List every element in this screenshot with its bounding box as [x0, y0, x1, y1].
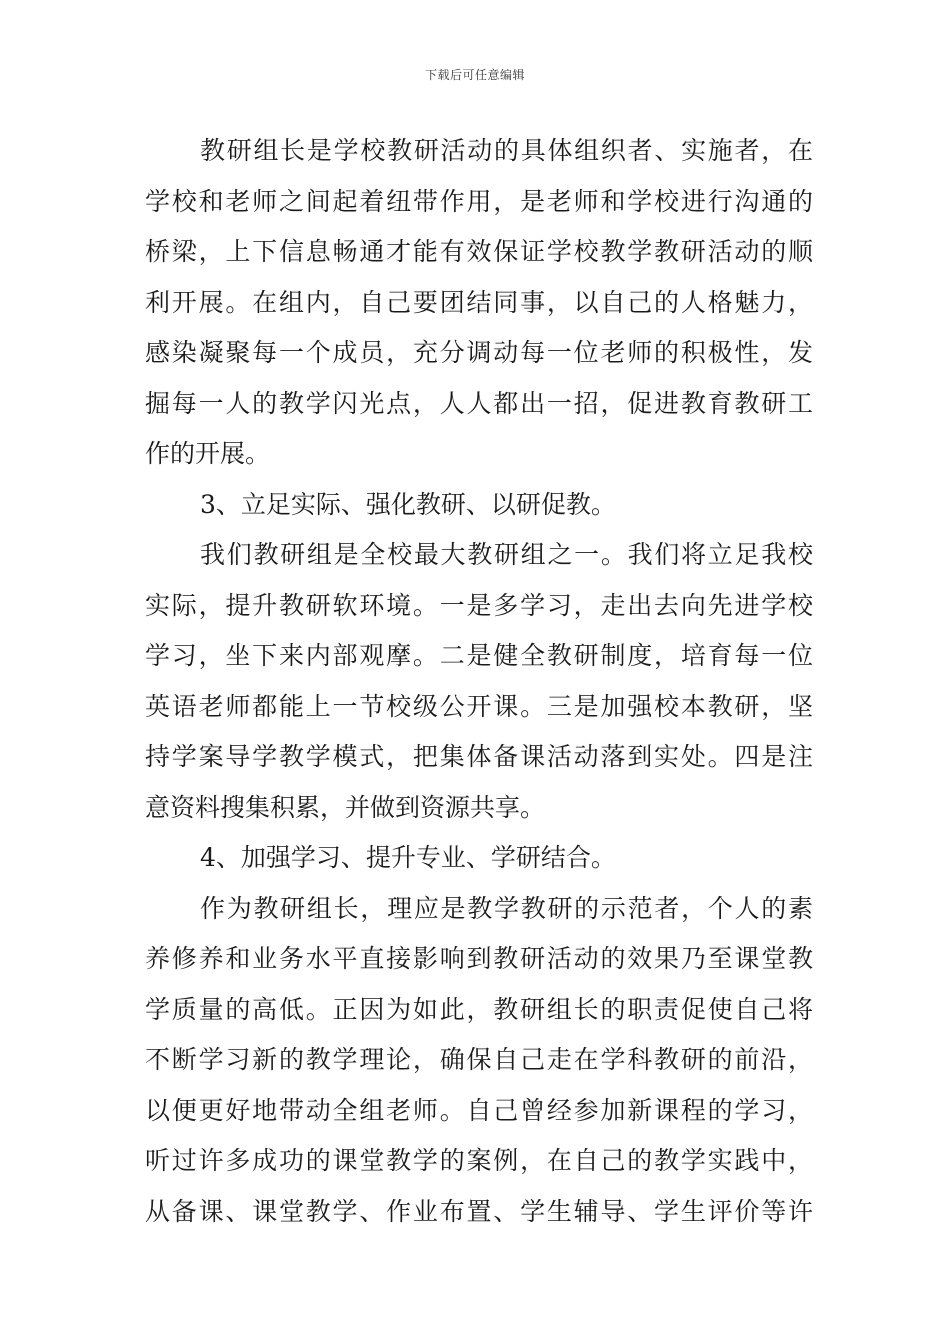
- paragraph-line: 教研组长是学校教研活动的具体组织者、实施者，在: [200, 136, 813, 165]
- paragraph-line: 利开展。在组内，自己要团结同事，以自己的人格魅力，: [145, 287, 813, 317]
- paragraph-line: 桥梁，上下信息畅通才能有效保证学校教学教研活动的顺: [145, 237, 813, 266]
- paragraph-line: 意资料搜集积累，并做到资源共享。: [145, 792, 546, 822]
- paragraph-line: 感染凝聚每一个成员，充分调动每一位老师的积极性，发: [145, 338, 813, 367]
- paragraph-line: 作为教研组长，理应是教学教研的示范者，个人的素: [200, 893, 813, 923]
- body-text: [145, 126, 813, 1237]
- paragraph-line: 英语老师都能上一节校级公开课。三是加强校本教研，坚: [145, 691, 813, 721]
- paragraph-line: 学校和老师之间起着纽带作用，是老师和学校进行沟通的: [145, 186, 813, 216]
- paragraph-line: 我们教研组是全校最大教研组之一。我们将立足我校: [200, 540, 813, 569]
- paragraph-line: 学质量的高低。正因为如此，教研组长的职责促使自己将: [145, 994, 813, 1024]
- header-note: 下载后可任意编辑: [424, 68, 525, 82]
- paragraph-line: 养修养和业务水平直接影响到教研活动的效果乃至课堂教: [145, 944, 813, 973]
- paragraph-line: 实际，提升教研软环境。一是多学习，走出去向先进学校: [145, 590, 813, 620]
- paragraph-line: 持学案导学教学模式，把集体备课活动落到实处。四是注: [145, 742, 813, 771]
- paragraph-line: 不断学习新的教学理论，确保自己走在学科教研的前沿，: [145, 1045, 813, 1074]
- paragraph-line: 作的开展。: [145, 439, 271, 468]
- paragraph-line: 以便更好地带动全组老师。自己曾经参加新课程的学习，: [145, 1095, 813, 1125]
- section-heading: 4、加强学习、提升专业、学研结合。: [200, 843, 616, 872]
- paragraph-line: 听过许多成功的课堂教学的案例，在自己的教学实践中，: [145, 1146, 813, 1175]
- paragraph-line: 学习，坐下来内部观摩。二是健全教研制度，培育每一位: [145, 641, 813, 670]
- paragraph-line: 从备课、课堂教学、作业布置、学生辅导、学生评价等许: [145, 1196, 813, 1226]
- paragraph-line: 掘每一人的教学闪光点，人人都出一招，促进教育教研工: [145, 388, 813, 418]
- section-heading: 3、立足实际、强化教研、以研促教。: [200, 489, 616, 519]
